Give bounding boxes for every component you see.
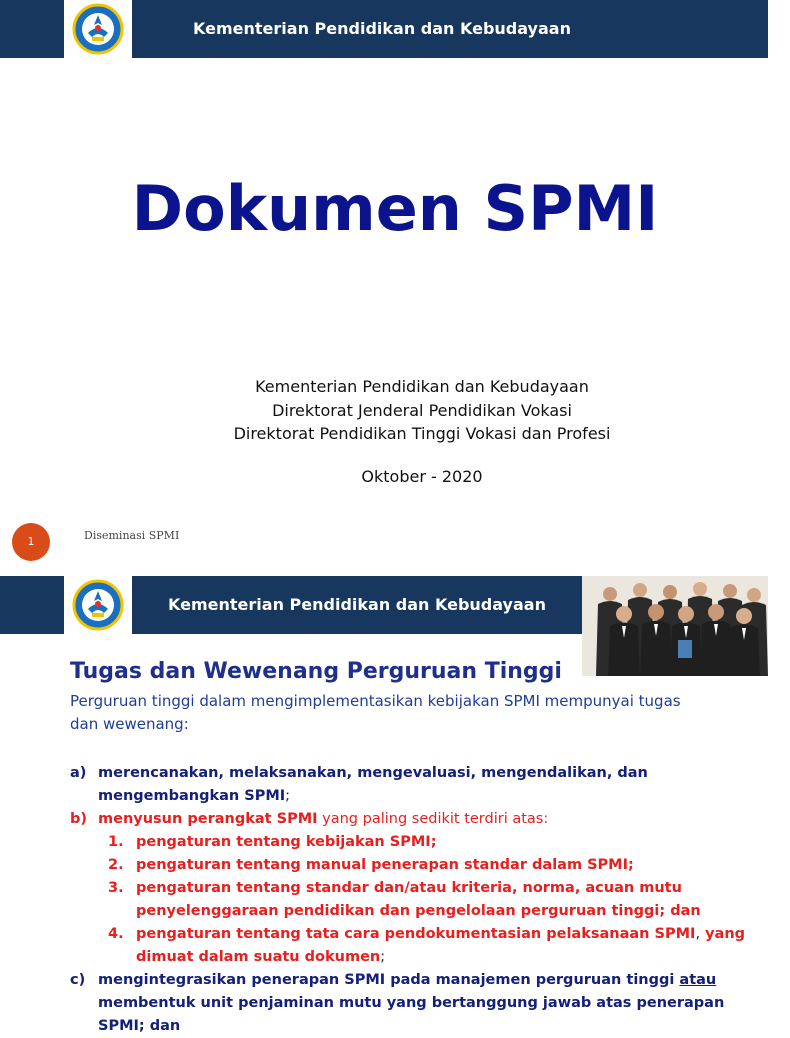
- list-item-text: pengaturan tentang tata cara pendokumentasian pelaksanaan SPMI: [136, 926, 696, 942]
- page-number-badge: 1: [12, 523, 50, 561]
- date-text: Oktober - 2020: [361, 467, 483, 486]
- list-item-punct: ;: [380, 949, 386, 965]
- sub-item-3: [108, 877, 748, 923]
- list-item-text-underlined: atau: [679, 972, 717, 988]
- list-item-text: mengembangkan SPMI: [98, 788, 286, 804]
- list-item-text: mengintegrasikan penerapan SPMI pada manajemen perguruan tinggi: [98, 972, 680, 988]
- list-marker: 3.: [108, 880, 124, 896]
- list-marker: c): [70, 972, 86, 988]
- list-item-c: [70, 969, 750, 1038]
- list-marker: 1.: [108, 834, 124, 850]
- list-item-text: yang: [700, 926, 746, 942]
- list-item-text: pengaturan tentang kebijakan SPMI;: [136, 834, 437, 850]
- kemendikbud-logo: [64, 576, 132, 634]
- list-item-punct: ;: [285, 788, 291, 804]
- list-item-punct: ,: [695, 926, 701, 942]
- list-marker: a): [70, 765, 87, 781]
- sub-item-4: [108, 923, 748, 969]
- kemendikbud-logo: [64, 0, 132, 58]
- header-band-left: [0, 0, 64, 58]
- list-marker: b): [70, 811, 88, 827]
- institution-block: [152, 375, 692, 446]
- business-team-photo: [582, 576, 768, 676]
- header-title: Kementerian Pendidikan dan Kebudayaan: [193, 19, 571, 38]
- footer-text: Diseminasi SPMI: [84, 529, 180, 542]
- section-title: Tugas dan Wewenang Perguruan Tinggi: [70, 659, 562, 684]
- list-item-text: yang paling sedikit terdiri atas:: [317, 811, 549, 827]
- list-marker: 2.: [108, 857, 124, 873]
- list-item-text: dimuat dalam suatu dokumen: [136, 949, 381, 965]
- institution-line: Direktorat Pendidikan Tinggi Vokasi dan Profesi: [233, 424, 611, 443]
- list-item-text: menyusun perangkat SPMI: [98, 811, 318, 827]
- list-item-b: [70, 808, 750, 831]
- institution-line: Direktorat Jenderal Pendidikan Vokasi: [272, 400, 572, 420]
- slide-2: [0, 576, 768, 1034]
- slide-header: [0, 0, 768, 58]
- intro-line: dan wewenang:: [70, 715, 189, 733]
- list-item-text: membentuk unit penjaminan mutu yang bertanggung jawab atas penerapan: [98, 995, 725, 1011]
- intro-paragraph: [70, 690, 720, 736]
- institution-line: Kementerian Pendidikan dan Kebudayaan: [255, 377, 589, 396]
- slide-divider: [0, 567, 768, 576]
- list-item-text: pengaturan tentang manual penerapan standar dalam SPMI;: [136, 857, 634, 873]
- sub-item-2: [108, 854, 748, 877]
- tut-wuri-handayani-icon: [70, 3, 126, 55]
- list-item-a: [70, 762, 750, 808]
- tut-wuri-handayani-icon: [70, 579, 126, 631]
- page-title: Dokumen SPMI: [131, 172, 659, 245]
- list-marker: 4.: [108, 926, 124, 942]
- intro-line: Perguruan tinggi dalam mengimplementasikan kebijakan SPMI mempunyai tugas: [70, 692, 681, 710]
- header-band-left: [0, 576, 64, 634]
- sub-item-1: [108, 831, 748, 854]
- list-item-text: SPMI; dan: [98, 1018, 181, 1034]
- list-item-text: merencanakan, melaksanakan, mengevaluasi, mengendalikan, dan: [98, 765, 648, 781]
- list-item-text: pengaturan tentang standar dan/atau kriteria, norma, acuan mutu: [136, 880, 682, 896]
- list-item-text: penyelenggaraan pendidikan dan pengelolaan perguruan tinggi; dan: [136, 903, 701, 919]
- header-title: Kementerian Pendidikan dan Kebudayaan: [168, 595, 546, 614]
